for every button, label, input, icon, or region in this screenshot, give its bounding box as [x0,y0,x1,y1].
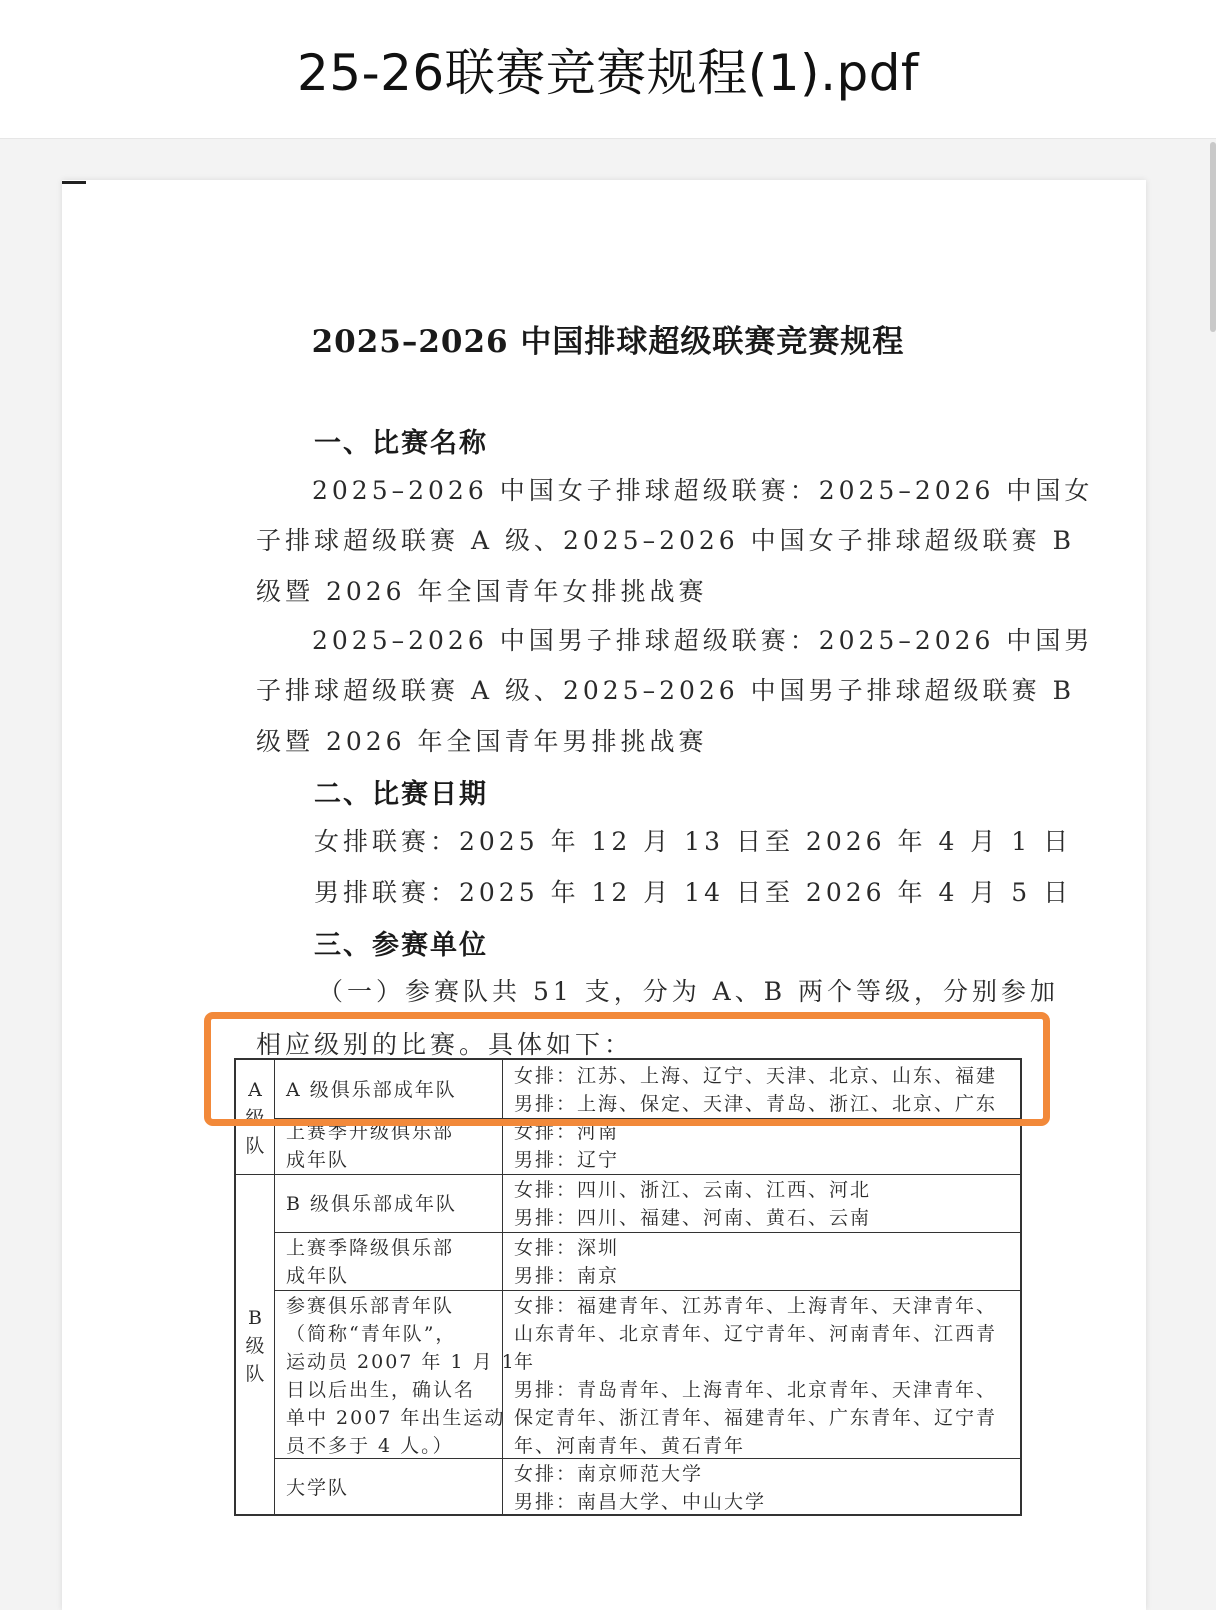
group-label-char: 级 [245,1335,265,1357]
group-label-char: A [248,1079,262,1101]
paragraph-line: 2025–2026 中国女子排球超级联赛：2025–2026 中国女 [312,476,1094,505]
section-heading-date: 二、比赛日期 [314,779,488,810]
table-cell-teams: 女排：福建青年、江苏青年、上海青年、天津青年、 山东青年、北京青年、辽宁青年、河南青年、江西青 年 男排：青岛青年、上海青年、北京青年、天津青年、 保定青年、浙江青年、福建青年、广东青年、辽宁青 年、河南青年、黄石青年 [514,1295,998,1457]
paragraph-line: 级暨 2026 年全国青年男排挑战赛 [256,727,708,756]
teams-table [234,1058,1022,1516]
table-cell-category: 上赛季降级俱乐部 成年队 [286,1237,455,1287]
scrollbar-thumb[interactable] [1210,142,1216,332]
paragraph-line: 女排联赛：2025 年 12 月 13 日至 2026 年 4 月 1 日 [314,827,1073,856]
group-label-char: 级 [245,1107,265,1129]
file-title: 25-26联赛竞赛规程(1).pdf [296,44,920,102]
title-bar [0,0,1216,139]
table-cell-teams: 女排：江苏、上海、辽宁、天津、北京、山东、福建 男排：上海、保定、天津、青岛、浙江、北京、广东 [514,1065,998,1115]
table-cell-teams: 女排：深圳 男排：南京 [514,1237,620,1287]
table-cell-teams: 女排：四川、浙江、云南、江西、河北 男排：四川、福建、河南、黄石、云南 [514,1179,872,1229]
paragraph-line: （一）参赛队共 51 支，分为 A、B 两个等级，分别参加 [318,977,1060,1006]
paragraph-line: 男排联赛：2025 年 12 月 14 日至 2026 年 4 月 5 日 [314,878,1073,907]
group-label-char: 队 [245,1363,265,1385]
section-heading-units: 三、参赛单位 [314,930,488,961]
group-label-b [236,1304,274,1388]
table-divider [236,1174,1020,1175]
document-title: 2025–2026 中国排球超级联赛竞赛规程 [311,324,905,360]
table-divider [274,1290,1020,1291]
table-cell-category: 参赛俱乐部青年队 （简称“青年队”， 运动员 2007 年 1 月 1 日以后出生，确认名 单中 2007 年出生运动 员不多于 4 人。） [286,1295,516,1457]
table-divider [274,1232,1020,1233]
group-label-char: B [248,1307,262,1329]
paragraph-line: 子排球超级联赛 A 级、2025–2026 中国男子排球超级联赛 B [256,676,1075,705]
table-cell-category: B 级俱乐部成年队 [286,1193,458,1215]
paragraph-line: 2025–2026 中国男子排球超级联赛：2025–2026 中国男 [312,626,1094,655]
table-cell-category: A 级俱乐部成年队 [286,1079,457,1101]
page-edge-mark [62,181,86,184]
table-cell-teams: 女排：南京师范大学 男排：南昌大学、中山大学 [514,1463,767,1513]
paragraph-line: 相应级别的比赛。具体如下： [256,1030,634,1059]
table-cell-category: 大学队 [286,1477,350,1499]
group-label-char: 队 [245,1135,265,1157]
paragraph-line: 子排球超级联赛 A 级、2025–2026 中国女子排球超级联赛 B [256,526,1075,555]
table-cell-category: 上赛季升级俱乐部 成年队 [286,1121,455,1171]
highlight-box [204,1012,1050,1126]
paragraph-line: 级暨 2026 年全国青年女排挑战赛 [256,577,708,606]
table-cell-teams: 女排：河南 男排：辽宁 [514,1121,620,1171]
table-divider [274,1060,275,1514]
section-heading-name: 一、比赛名称 [314,428,488,459]
